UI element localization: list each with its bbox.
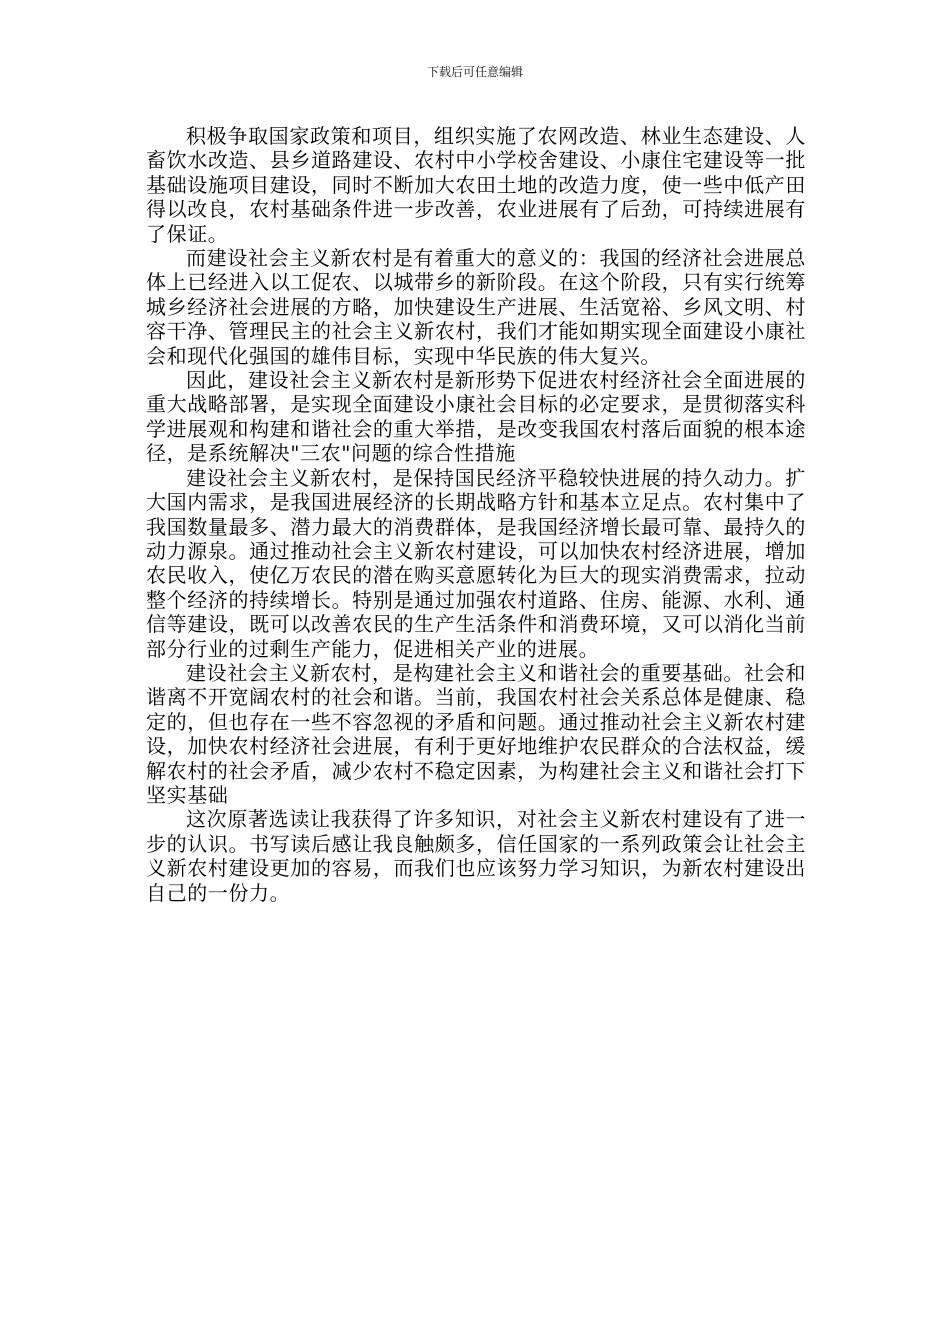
- paragraph-significance: 而建设社会主义新农村是有着重大的意义的：我国的经济社会进展总体上已经进入以工促农、以城带乡的新阶段。在这个阶段，只有实行统筹城乡经济社会进展的方略，加快建设生产进展、生活宽裕、乡风文明、村容干净、管理民主的社会主义新农村，我们才能如期实现全面建设小康社会和现代化强国的雄伟目标，实现中华民族的伟大复兴。: [146, 246, 806, 368]
- document-body: [146, 124, 806, 905]
- paragraph-infrastructure: 积极争取国家政策和项目，组织实施了农网改造、林业生态建设、人畜饮水改造、县乡道路建设、农村中小学校舍建设、小康住宅建设等一批基础设施项目建设，同时不断加大农田土地的改造力度，使一些中低产田得以改良，农村基础条件进一步改善，农业进展有了后劲，可持续进展有了保证。: [146, 124, 806, 246]
- paragraph-economic-driver: 建设社会主义新农村，是保持国民经济平稳较快进展的持久动力。扩大国内需求，是我国进展经济的长期战略方针和基本立足点。农村集中了我国数量最多、潜力最大的消费群体，是我国经济增长最可靠、最持久的动力源泉。通过推动社会主义新农村建设，可以加快农村经济进展，增加农民收入，使亿万农民的潜在购买意愿转化为巨大的现实消费需求，拉动整个经济的持续增长。特别是通过加强农村道路、住房、能源、水利、通信等建设，既可以改善农民的生产生活条件和消费环境，又可以消化当前部分行业的过剩生产能力，促进相关产业的进展。: [146, 465, 806, 661]
- page-header-note: 下载后可任意编辑: [426, 65, 523, 79]
- paragraph-strategy: 因此，建设社会主义新农村是新形势下促进农村经济社会全面进展的重大战略部署，是实现全面建设小康社会目标的必定要求，是贯彻落实科学进展观和构建和谐社会的重大举措，是改变我国农村落后面貌的根本途径，是系统解决"三农"问题的综合性措施: [146, 368, 806, 466]
- paragraph-reflection: 这次原著选读让我获得了许多知识，对社会主义新农村建设有了进一步的认识。书写读后感让我良触颇多，信任国家的一系列政策会让社会主义新农村建设更加的容易，而我们也应该努力学习知识，为新农村建设出自己的一份力。: [146, 807, 806, 905]
- paragraph-harmonious-society: 建设社会主义新农村，是构建社会主义和谐社会的重要基础。社会和谐离不开宽阔农村的社会和谐。当前，我国农村社会关系总体是健康、稳定的，但也存在一些不容忽视的矛盾和问题。通过推动社会主义新农村建设，加快农村经济社会进展，有利于更好地维护农民群众的合法权益，缓解农村的社会矛盾，减少农村不稳定因素，为构建社会主义和谐社会打下坚实基础: [146, 660, 806, 807]
